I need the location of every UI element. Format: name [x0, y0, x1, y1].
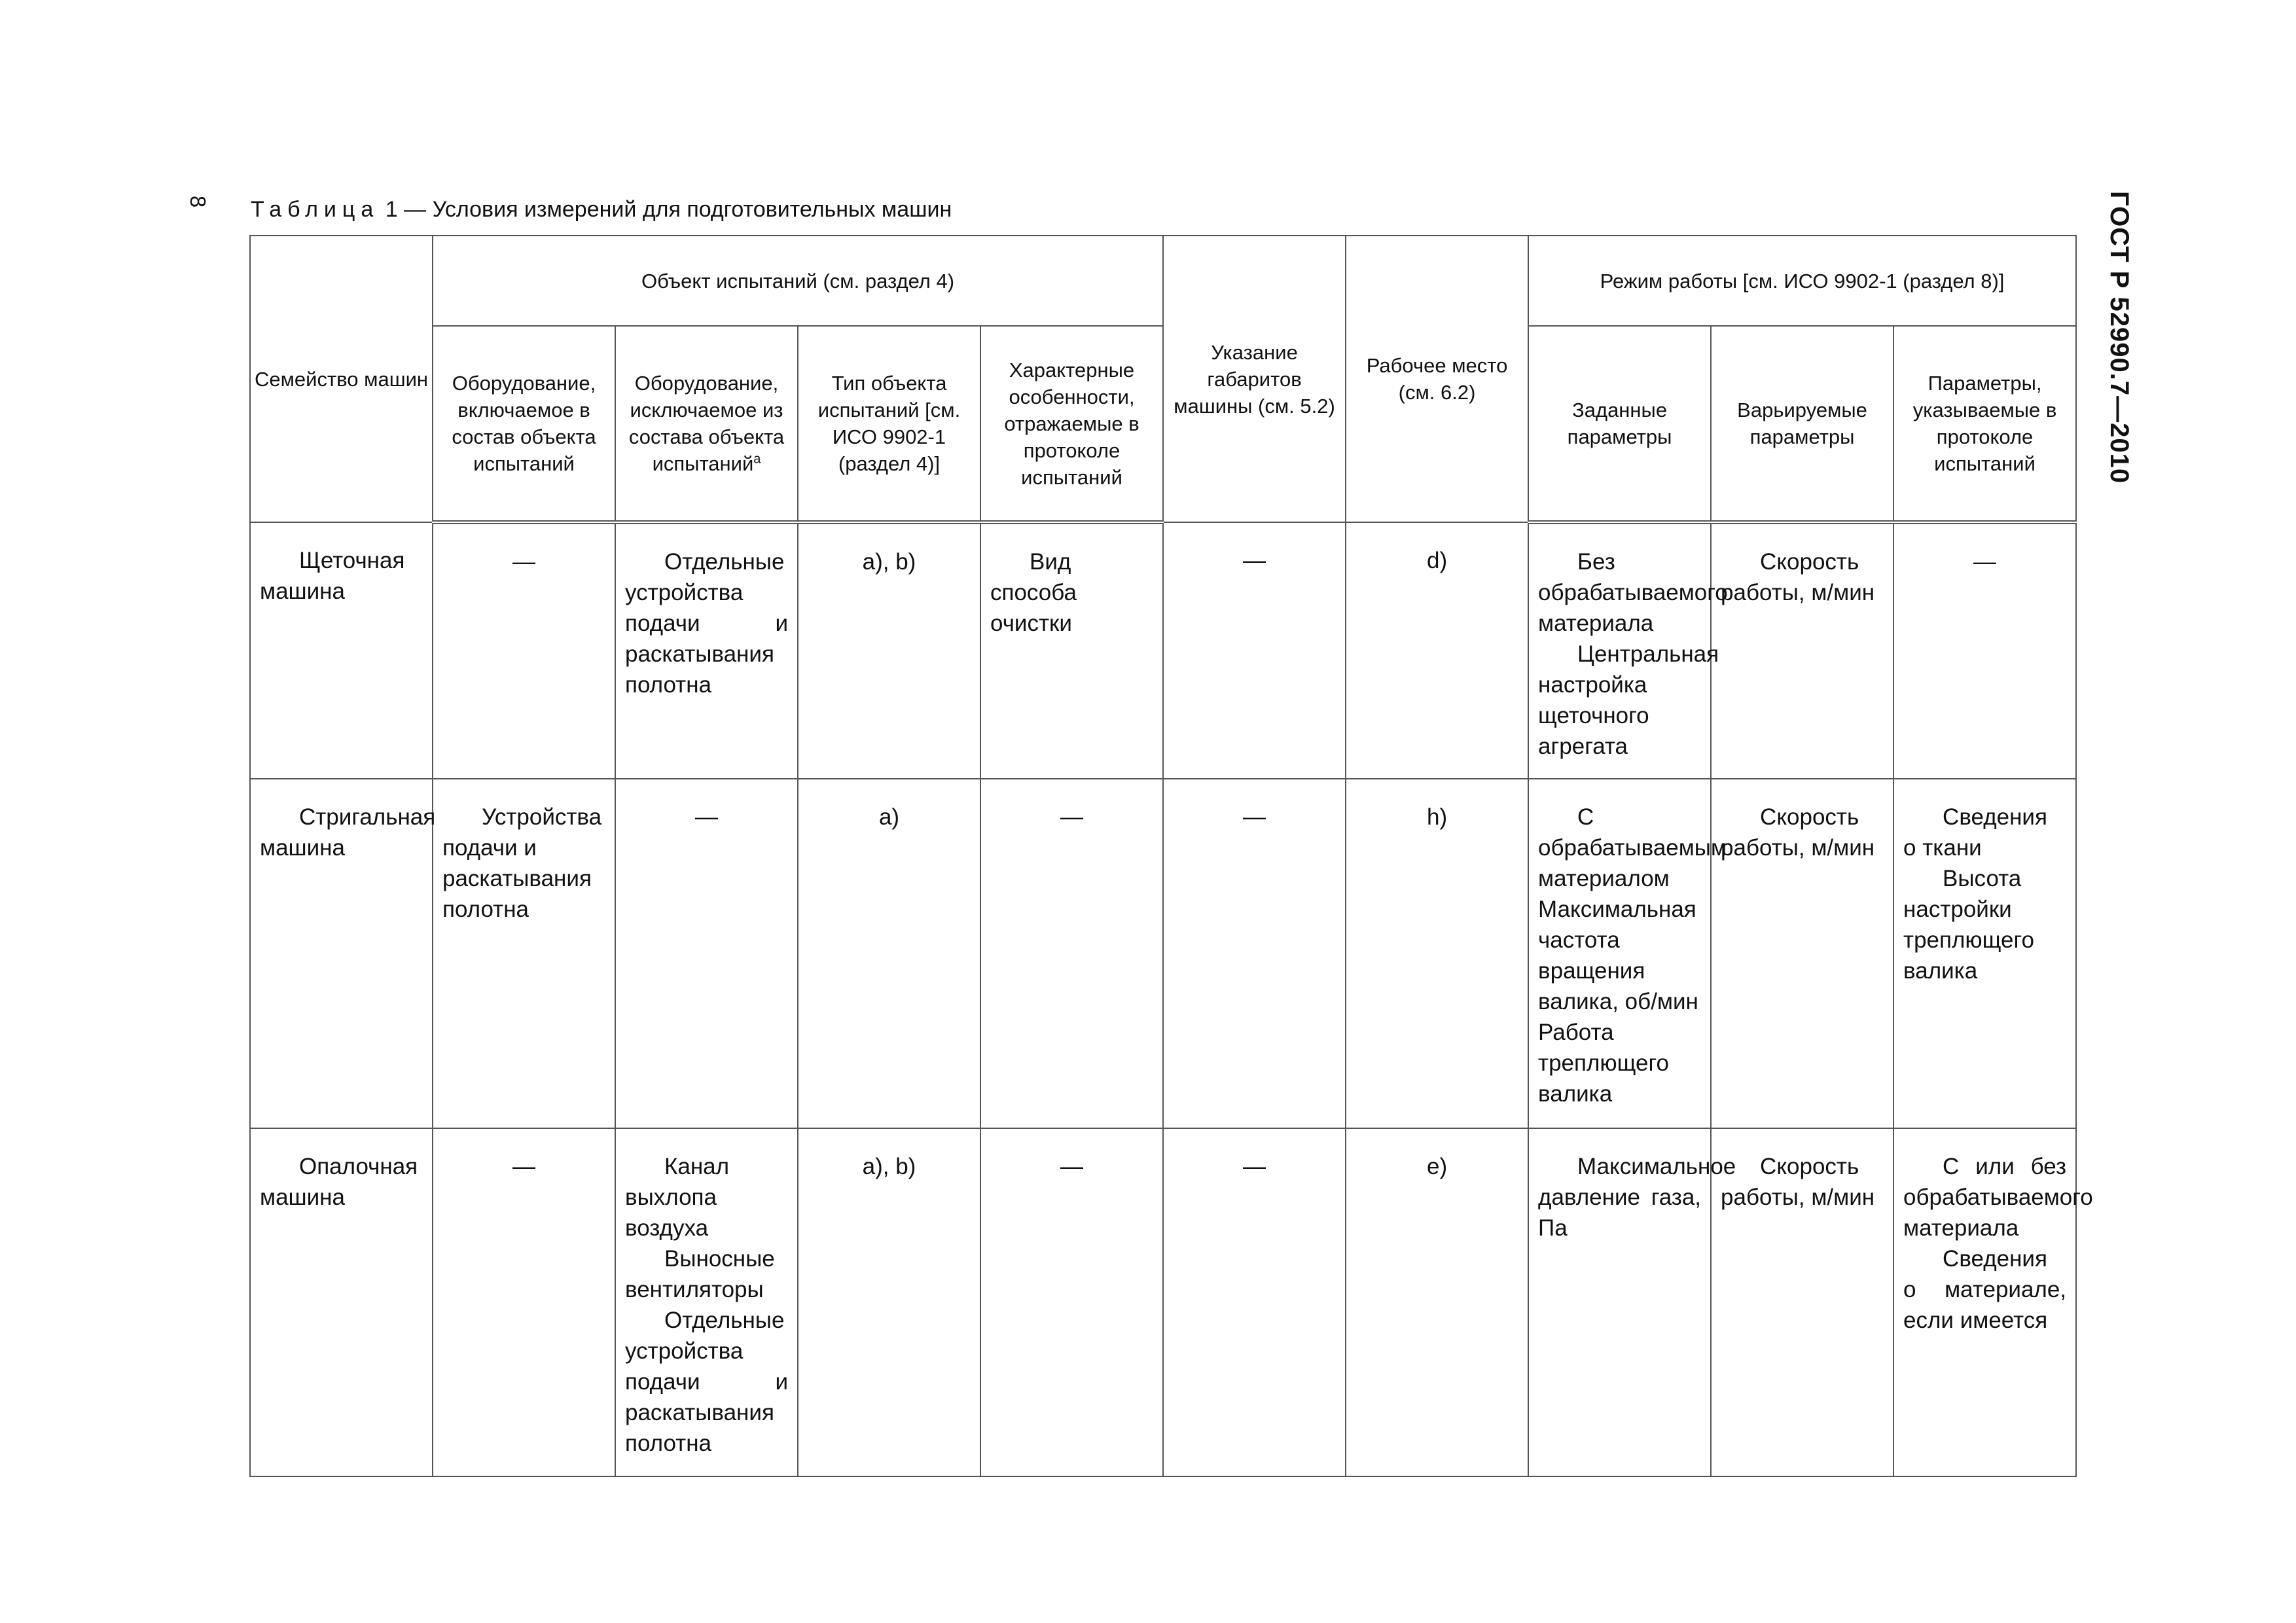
document-header: ГОСТ Р 52990.7—2010	[2105, 191, 2134, 484]
cell-family: Опалочная машина	[250, 1128, 433, 1476]
cell-set-params: С обрабатываемым материалом Максимальная частота вращения валика, об/мин Работа треплющего валика	[1528, 779, 1711, 1128]
table-row	[250, 522, 2076, 779]
header-excluded: Оборудование, исключаемое из состава объекта испытаний$^a$	[615, 326, 798, 522]
cell-report-params: С или без обрабатываемого материала Сведения о материале, если имеется	[1893, 1128, 2076, 1476]
header-dimensions: Указание габаритов машины (см. 5.2)	[1163, 236, 1346, 522]
cell-excluded: Отдельные устройства подачи и раскатывания полотна	[615, 522, 798, 779]
cell-var-params: Скорость работы, м/мин	[1711, 1128, 1893, 1476]
header-test-object: Объект испытаний (см. раздел 4)	[433, 236, 1163, 326]
cell-set-params: Без обрабатываемого материала Центральная настройка щеточного агрегата	[1528, 522, 1711, 779]
cell-family: Стригальная машина	[250, 779, 433, 1128]
page-number: 8	[186, 195, 210, 208]
caption-prefix: Таблица	[251, 197, 380, 222]
cell-workplace: h)	[1346, 779, 1528, 1128]
cell-features: —	[980, 1128, 1163, 1476]
cell-object-type: a), b)	[798, 522, 980, 779]
header-features: Характерные особенности, отражаемые в протоколе испытаний	[980, 326, 1163, 522]
header-object-type: Тип объекта испытаний [см. ИСО 9902-1 (раздел 4)]	[798, 326, 980, 522]
table-row	[250, 1128, 2076, 1476]
table-row	[250, 779, 2076, 1128]
cell-features: Вид способа очистки	[980, 522, 1163, 779]
cell-var-params: Скорость работы, м/мин	[1711, 522, 1893, 779]
cell-excluded: Канал выхлопа воздуха Выносные вентиляторы Отдельные устройства подачи и раскатывания полотна	[615, 1128, 798, 1476]
cell-dimensions: —	[1163, 1128, 1346, 1476]
caption-text: 1 — Условия измерений для подготовительных машин	[385, 197, 952, 222]
cell-report-params: Сведения о ткани Высота настройки треплющего валика	[1893, 779, 2076, 1128]
header-var-params: Варьируемые параметры	[1711, 326, 1893, 522]
header-set-params: Заданные параметры	[1528, 326, 1711, 522]
table-caption	[251, 197, 952, 223]
header-included: Оборудование, включаемое в состав объекта испытаний	[433, 326, 615, 522]
cell-dimensions: —	[1163, 522, 1346, 779]
cell-object-type: a)	[798, 779, 980, 1128]
cell-dimensions: —	[1163, 779, 1346, 1128]
cell-set-params: Максимальное давление газа, Па	[1528, 1128, 1711, 1476]
conditions-table	[249, 235, 2093, 1477]
cell-workplace: e)	[1346, 1128, 1528, 1476]
header-report-params: Параметры, указываемые в протоколе испытаний	[1893, 326, 2076, 522]
cell-included: —	[433, 522, 615, 779]
cell-workplace: d)	[1346, 522, 1528, 779]
cell-var-params: Скорость работы, м/мин	[1711, 779, 1893, 1128]
cell-family: Щеточная машина	[250, 522, 433, 779]
header-family: Семейство машин	[250, 236, 433, 522]
cell-report-params: —	[1893, 522, 2076, 779]
cell-excluded: —	[615, 779, 798, 1128]
header-workplace: Рабочее место (см. 6.2)	[1346, 236, 1528, 522]
cell-object-type: a), b)	[798, 1128, 980, 1476]
cell-features: —	[980, 779, 1163, 1128]
cell-included: —	[433, 1128, 615, 1476]
cell-included: Устройства подачи и раскатывания полотна	[433, 779, 615, 1128]
header-operating-mode: Режим работы [см. ИСО 9902-1 (раздел 8)]	[1528, 236, 2076, 326]
